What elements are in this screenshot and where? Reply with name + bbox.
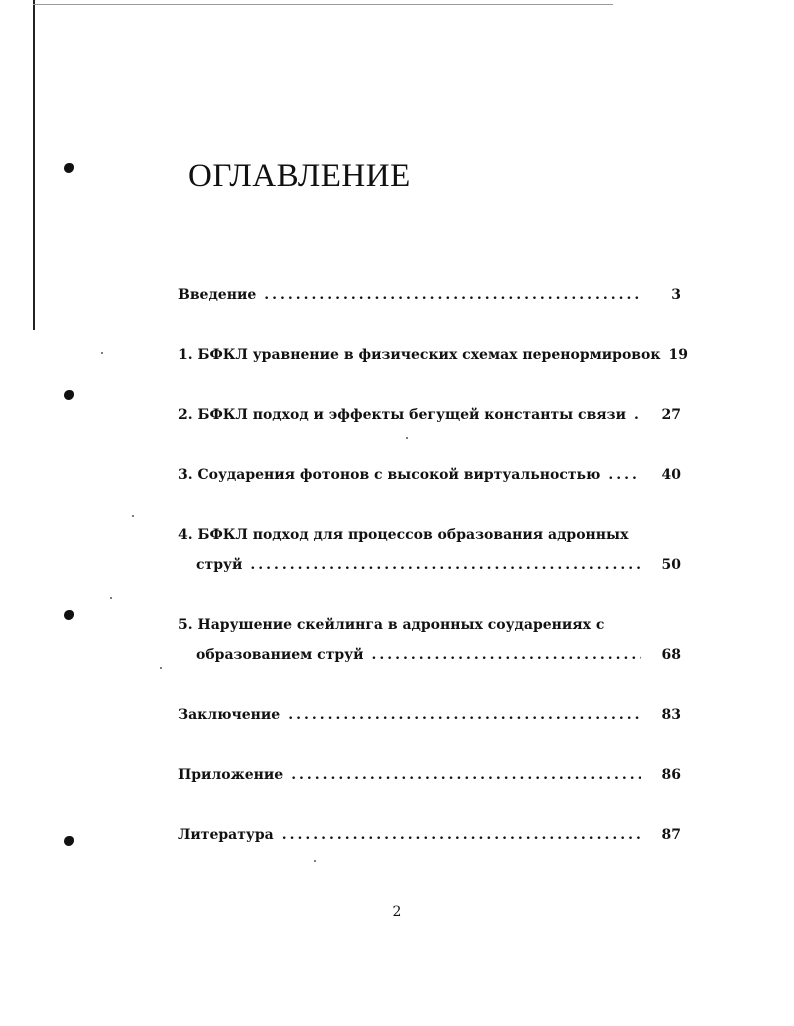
- punch-hole-mark: [64, 610, 74, 620]
- toc-entry-references[interactable]: [178, 827, 681, 847]
- toc-entry-chapter-1[interactable]: [178, 347, 688, 367]
- dot-leader: [288, 707, 641, 723]
- dot-leader: [264, 287, 641, 303]
- dot-leader: [608, 467, 641, 483]
- toc-entry-text-continued: струй: [196, 557, 243, 573]
- scan-speck: [314, 860, 316, 862]
- toc-page-number: 19: [668, 347, 688, 363]
- dot-leader: [282, 827, 641, 843]
- toc-entry-text: Литература: [178, 827, 274, 843]
- toc-entry-text: Заключение: [178, 707, 281, 723]
- toc-page-number: 40: [661, 467, 681, 483]
- scan-edge-top: [33, 4, 613, 5]
- dot-leader: [372, 647, 641, 663]
- scan-speck: [101, 352, 103, 354]
- toc-page-number: 83: [661, 707, 681, 723]
- toc-entry-text: 5. Нарушение скейлинга в адронных соударениях с: [178, 617, 605, 633]
- toc-entry-conclusion[interactable]: [178, 707, 681, 727]
- toc-entry-text: 4. БФКЛ подход для процессов образования адронных: [178, 527, 629, 543]
- toc-entry-chapter-4[interactable]: [178, 527, 681, 577]
- dot-leader: [634, 407, 641, 423]
- toc-page-number: 87: [661, 827, 681, 843]
- toc-entry-text: Приложение: [178, 767, 284, 783]
- toc-entry-text-continued: образованием струй: [196, 647, 364, 663]
- toc-page-number: 27: [661, 407, 681, 423]
- scan-speck: [406, 437, 408, 439]
- toc-entry-text: 1. БФКЛ уравнение в физических схемах перенормировок: [178, 347, 661, 363]
- toc-entry-chapter-3[interactable]: [178, 467, 681, 487]
- scan-speck: [132, 515, 134, 517]
- scan-speck: [160, 667, 162, 669]
- toc-entry-appendix[interactable]: [178, 767, 681, 787]
- punch-hole-mark: [64, 836, 74, 846]
- toc-entry-chapter-2[interactable]: [178, 407, 681, 427]
- scan-speck: [110, 597, 112, 599]
- punch-hole-mark: [64, 163, 74, 173]
- punch-hole-mark: [64, 390, 74, 400]
- toc-entry-introduction[interactable]: [178, 287, 681, 307]
- dot-leader: [291, 767, 641, 783]
- toc-page-number: 3: [671, 287, 681, 303]
- toc-page-number: 86: [661, 767, 681, 783]
- toc-page-number: 50: [661, 557, 681, 573]
- toc-entry-text: 2. БФКЛ подход и эффекты бегущей константы связи: [178, 407, 626, 423]
- toc-page-number: 68: [661, 647, 681, 663]
- page-title: ОГЛАВЛЕНИЕ: [188, 158, 411, 194]
- toc-entry-chapter-5[interactable]: [178, 617, 681, 667]
- scan-edge: [33, 0, 35, 330]
- dot-leader: [250, 557, 641, 573]
- page-number-footer: 2: [392, 904, 402, 920]
- toc-entry-text: 3. Соударения фотонов с высокой виртуальностью: [178, 467, 601, 483]
- toc-entry-text: Введение: [178, 287, 257, 303]
